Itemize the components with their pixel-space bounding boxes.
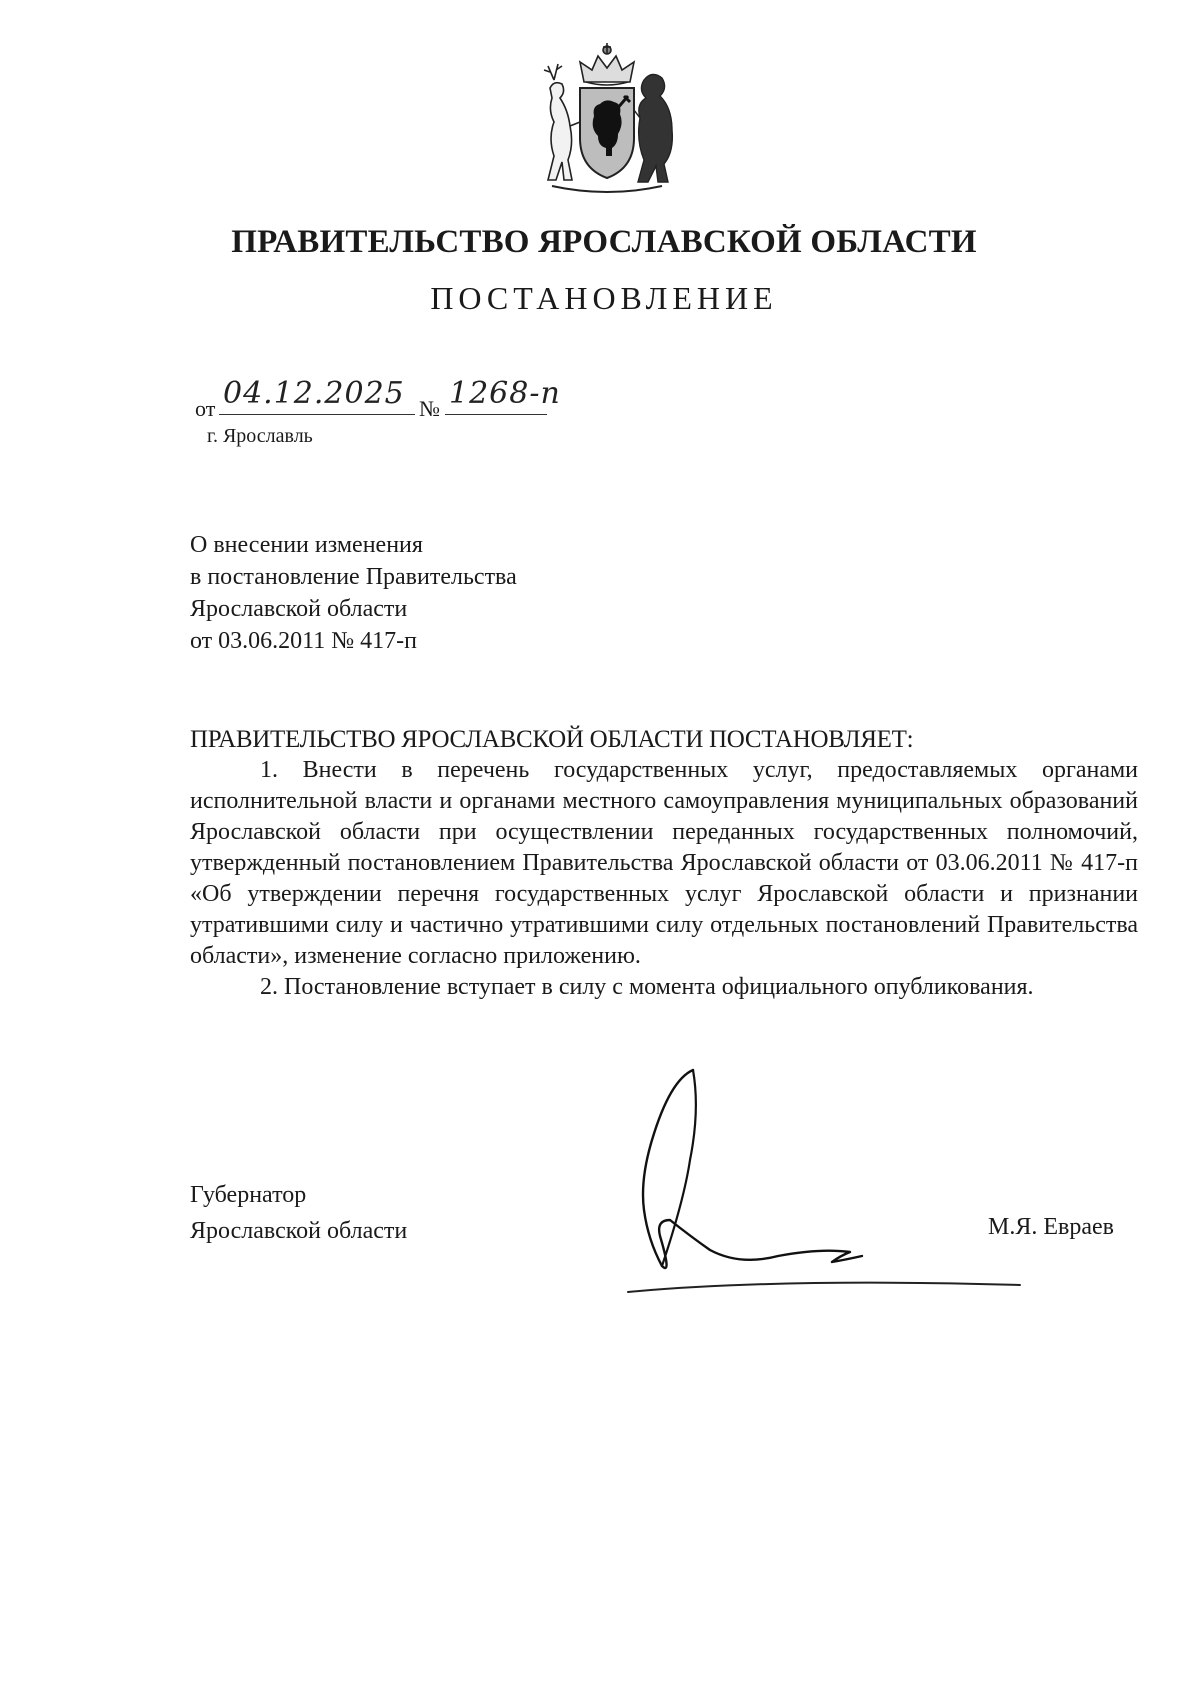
document-subject [190,529,517,657]
number-prefix: № [419,396,440,421]
date-underline [219,414,415,415]
issue-date: 04.12.2025 [223,376,405,411]
decree-lead: ПРАВИТЕЛЬСТВО ЯРОСЛАВСКОЙ ОБЛАСТИ ПОСТАНОВЛЯЕТ: [190,726,914,753]
handwritten-signature-icon [600,1040,1030,1300]
subject-line: в постановление Правительства [190,564,517,590]
government-title: ПРАВИТЕЛЬСТВО ЯРОСЛАВСКОЙ ОБЛАСТИ [231,224,977,260]
subject-line: Ярославской области [190,596,408,622]
signer-position-line: Губернатор [190,1182,307,1208]
issue-city: г. Ярославль [207,425,313,447]
decree-body [190,724,1138,1003]
signer-position [190,1177,407,1249]
clause-2: 2. Постановление вступает в силу с момента официального опубликования. [260,974,1034,1000]
clause-1: 1. Внести в перечень государственных услуг, предоставляемых органами исполнительной власти и органами местного самоуправления муниципальных образований Ярославской области при осуществлении переданных государственных полномочий, утвержденный постановлением Правительства Ярославской области от 03.06.2011 № 417-п «Об утверждении перечня государственных услуг Ярославской области и признании утратившими силу и частично утратившими силу отдельных постановлений Правительства области», изменение согласно приложению. [190,757,1138,969]
signer-position-line: Ярославской области [190,1218,408,1244]
date-prefix: от [195,396,216,421]
subject-line: О внесении изменения [190,532,423,558]
subject-line: от 03.06.2011 № 417-п [190,628,418,654]
coat-of-arms-icon [532,40,682,200]
signer-name: М.Я. Евраев [988,1214,1114,1240]
document-type: ПОСТАНОВЛЕНИЕ [430,280,778,316]
number-underline [445,414,547,415]
issue-number: 1268-п [449,376,561,411]
